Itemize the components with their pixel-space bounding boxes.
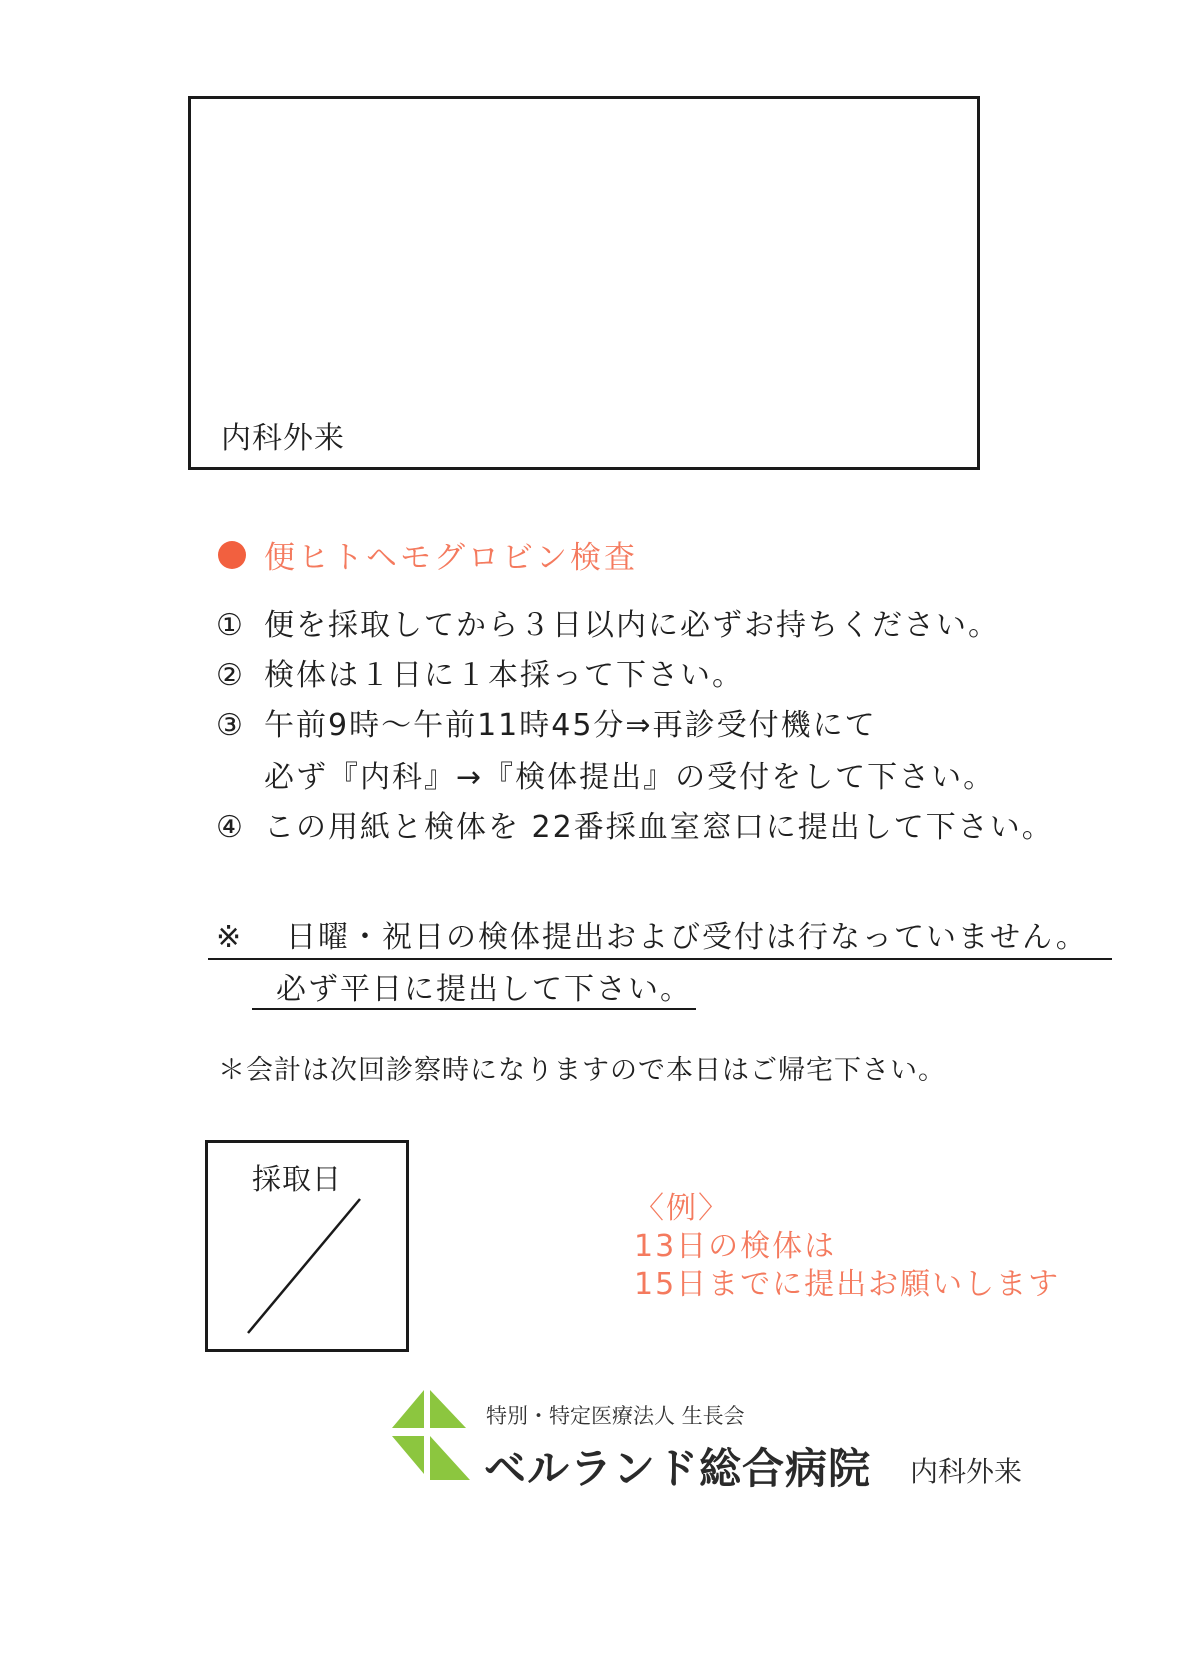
test-heading — [218, 532, 638, 577]
instruction-step — [216, 650, 744, 694]
underline — [252, 1008, 696, 1010]
reference-mark: ※ — [216, 920, 244, 955]
step-number: ④ — [216, 810, 245, 845]
collection-date-label: 採取日 — [252, 1162, 343, 1196]
notice-line-2: 必ず平日に提出して下さい。 — [276, 972, 692, 1007]
step-number: ③ — [216, 708, 245, 743]
example-line-2: 15日までに提出お願いします — [634, 1267, 1061, 1302]
step-text: 検体は１日に１本採って下さい。 — [264, 658, 744, 693]
collection-date-box — [205, 1140, 409, 1352]
notice-text-1: 日曜・祝日の検体提出および受付は行なっていません。 — [286, 920, 1088, 955]
example-title: 〈例〉 — [634, 1191, 730, 1226]
cross-logo-icon — [388, 1380, 478, 1490]
step-text: この用紙と検体を 22番採血室窓口に提出して下さい。 — [264, 810, 1054, 845]
instruction-step — [216, 600, 1000, 644]
step-text: 必ず『内科』→『検体提出』の受付をして下さい。 — [264, 760, 996, 795]
bullet-dot-icon — [218, 541, 246, 569]
test-title: 便ヒトヘモグロビン検査 — [264, 540, 638, 576]
notice-line-1 — [216, 912, 1088, 956]
department-name: 内科外来 — [910, 1455, 1023, 1488]
step-number: ② — [216, 658, 245, 693]
instruction-step — [216, 700, 877, 744]
step-text: 便を採取してから３日以内に必ずお持ちください。 — [264, 608, 1000, 643]
billing-footnote: ＊会計は次回診察時になりますので本日はご帰宅下さい。 — [218, 1055, 946, 1086]
date-slash-icon — [208, 1143, 412, 1355]
step-text: 午前9時～午前11時45分⇒再診受付機にて — [264, 708, 877, 743]
department-label: 内科外来 — [221, 421, 345, 456]
underline — [208, 958, 1112, 960]
example-line-1: 13日の検体は — [634, 1229, 837, 1264]
step-number: ① — [216, 608, 245, 643]
hospital-logo — [388, 1380, 1088, 1493]
instruction-step — [216, 802, 1054, 846]
hospital-name: ベルランド総合病院 — [484, 1444, 872, 1493]
corporation-name: 特別・特定医療法人 生長会 — [486, 1404, 745, 1428]
instruction-step-continuation — [216, 752, 995, 796]
example-note — [634, 1190, 1060, 1304]
label-box — [188, 96, 980, 470]
